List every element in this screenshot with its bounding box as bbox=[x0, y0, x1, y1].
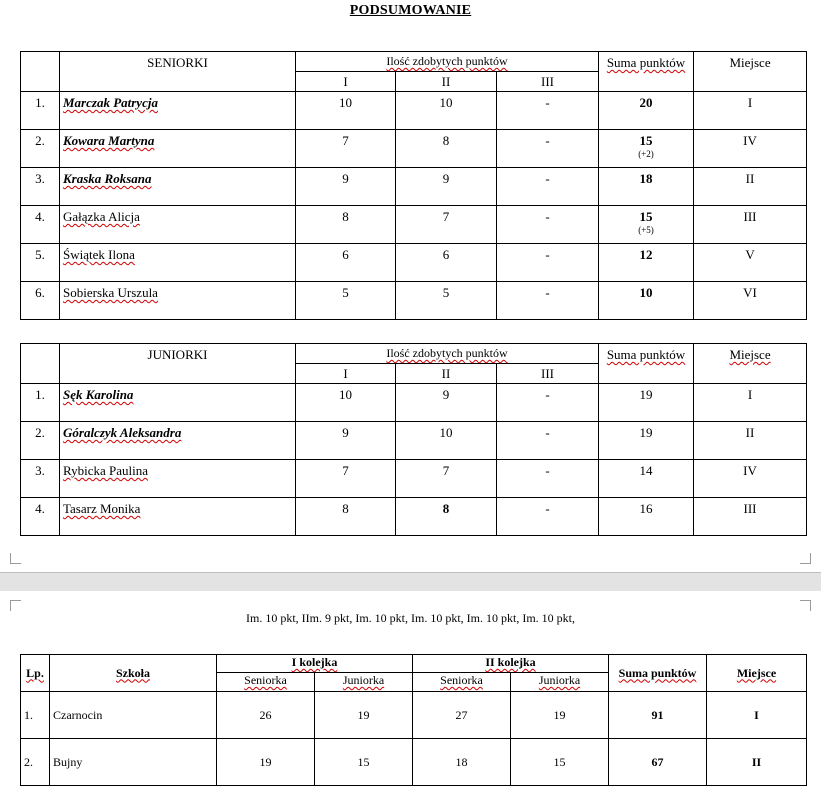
round-2-points: 8 bbox=[396, 130, 497, 168]
row-number: 1. bbox=[21, 92, 60, 130]
competitor-name: Góralczyk Aleksandra bbox=[60, 422, 296, 460]
document-title: PODSUMOWANIE bbox=[349, 3, 472, 18]
round-3-points: - bbox=[497, 244, 599, 282]
competitor-name: Rybicka Paulina bbox=[60, 460, 296, 498]
round-3-points: - bbox=[497, 498, 599, 536]
points-sum: 16 bbox=[599, 498, 694, 536]
round-3-header: III bbox=[497, 364, 599, 384]
competitor-name: Kowara Martyna bbox=[60, 130, 296, 168]
schools-table bbox=[20, 654, 807, 786]
school-name: Czarnocin bbox=[50, 692, 217, 739]
round-3-points: - bbox=[497, 282, 599, 320]
page-corner-mark bbox=[10, 553, 21, 564]
round-2-header: II bbox=[396, 364, 497, 384]
competitor-name: Sęk Karolina bbox=[60, 384, 296, 422]
round-1-points: 10 bbox=[296, 384, 396, 422]
round-3-points: - bbox=[497, 92, 599, 130]
seniorki-table bbox=[20, 51, 807, 320]
lp-header-cell bbox=[21, 344, 60, 384]
place: I bbox=[694, 384, 807, 422]
school-header: Szkoła bbox=[50, 655, 217, 692]
round-2-junior-header: Juniorka bbox=[511, 673, 609, 692]
lp-header: Lp. bbox=[21, 655, 50, 692]
place: V bbox=[694, 244, 807, 282]
table-row bbox=[21, 282, 807, 320]
place: II bbox=[694, 422, 807, 460]
juniorki-header: JUNIORKI bbox=[60, 344, 296, 384]
round-1-header: I bbox=[296, 72, 396, 92]
round-3-points: - bbox=[497, 130, 599, 168]
place: IV bbox=[694, 130, 807, 168]
tiebreak-note: (+2) bbox=[638, 149, 654, 159]
round-1-points: 5 bbox=[296, 282, 396, 320]
competitor-name: Marczak Patrycja bbox=[60, 92, 296, 130]
round-2-senior-points: 27 bbox=[413, 692, 511, 739]
table-row bbox=[21, 206, 807, 244]
competitor-name: Kraska Roksana bbox=[60, 168, 296, 206]
round-1-group-header: I kolejka bbox=[217, 655, 413, 673]
row-number: 2. bbox=[21, 739, 50, 786]
round-2-junior-points: 19 bbox=[511, 692, 609, 739]
points-sum: 20 bbox=[599, 92, 694, 130]
round-2-junior-points: 15 bbox=[511, 739, 609, 786]
place: II bbox=[694, 168, 807, 206]
tiebreak-note: (+5) bbox=[638, 225, 654, 235]
table-row bbox=[21, 384, 807, 422]
points-sum: 15 (+2) bbox=[599, 130, 694, 168]
points-sum: 67 bbox=[609, 739, 707, 786]
round-2-points: 7 bbox=[396, 206, 497, 244]
place-header: Miejsce bbox=[694, 52, 807, 92]
round-2-header: II bbox=[396, 72, 497, 92]
round-2-points: 9 bbox=[396, 384, 497, 422]
round-1-header: I bbox=[296, 364, 396, 384]
round-1-senior-points: 19 bbox=[217, 739, 315, 786]
points-sum: 14 bbox=[599, 460, 694, 498]
points-legend: Im. 10 pkt, IIm. 9 pkt, Im. 10 pkt, Im. 10 pkt, Im. 10 pkt, Im. 10 pkt, bbox=[246, 611, 575, 625]
place-header: Miejsce bbox=[707, 655, 807, 692]
juniorki-table bbox=[20, 343, 807, 536]
round-2-points: 10 bbox=[396, 422, 497, 460]
round-1-points: 7 bbox=[296, 130, 396, 168]
row-number: 4. bbox=[21, 206, 60, 244]
table-row bbox=[21, 422, 807, 460]
table-row bbox=[21, 130, 807, 168]
row-number: 4. bbox=[21, 498, 60, 536]
page-corner-mark bbox=[10, 600, 21, 611]
place: VI bbox=[694, 282, 807, 320]
points-sum: 19 bbox=[599, 422, 694, 460]
page-corner-mark bbox=[800, 600, 811, 611]
lp-header-cell bbox=[21, 52, 60, 92]
round-2-points: 6 bbox=[396, 244, 497, 282]
round-3-points: - bbox=[497, 460, 599, 498]
round-2-group-header: II kolejka bbox=[413, 655, 609, 673]
points-sum: 15 (+5) bbox=[599, 206, 694, 244]
table-row bbox=[21, 739, 807, 786]
round-1-points: 6 bbox=[296, 244, 396, 282]
round-2-points: 10 bbox=[396, 92, 497, 130]
round-2-points: 9 bbox=[396, 168, 497, 206]
sum-header: Suma punktów bbox=[609, 655, 707, 692]
round-2-points: 5 bbox=[396, 282, 497, 320]
table-row bbox=[21, 92, 807, 130]
round-1-junior-header: Juniorka bbox=[315, 673, 413, 692]
round-3-points: - bbox=[497, 168, 599, 206]
points-sum: 18 bbox=[599, 168, 694, 206]
points-sum: 12 bbox=[599, 244, 694, 282]
round-2-points: 8 bbox=[396, 498, 497, 536]
place: I bbox=[707, 692, 807, 739]
row-number: 1. bbox=[21, 384, 60, 422]
place: II bbox=[707, 739, 807, 786]
round-2-senior-header: Seniorka bbox=[413, 673, 511, 692]
round-1-points: 8 bbox=[296, 206, 396, 244]
row-number: 5. bbox=[21, 244, 60, 282]
sum-header: Suma punktów bbox=[599, 344, 694, 384]
row-number: 2. bbox=[21, 422, 60, 460]
round-1-junior-points: 19 bbox=[315, 692, 413, 739]
round-3-points: - bbox=[497, 422, 599, 460]
table-row bbox=[21, 692, 807, 739]
round-1-points: 9 bbox=[296, 168, 396, 206]
round-1-points: 9 bbox=[296, 422, 396, 460]
competitor-name: Świątek Ilona bbox=[60, 244, 296, 282]
round-3-header: III bbox=[497, 72, 599, 92]
competitor-name: Gałązka Alicja bbox=[60, 206, 296, 244]
round-2-senior-points: 18 bbox=[413, 739, 511, 786]
round-1-senior-points: 26 bbox=[217, 692, 315, 739]
round-1-senior-header: Seniorka bbox=[217, 673, 315, 692]
place: III bbox=[694, 206, 807, 244]
table-row bbox=[21, 498, 807, 536]
place: I bbox=[694, 92, 807, 130]
row-number: 3. bbox=[21, 460, 60, 498]
place: IV bbox=[694, 460, 807, 498]
round-1-points: 8 bbox=[296, 498, 396, 536]
school-name: Bujny bbox=[50, 739, 217, 786]
seniorki-header: SENIORKI bbox=[60, 52, 296, 92]
table-row bbox=[21, 460, 807, 498]
row-number: 6. bbox=[21, 282, 60, 320]
place-header: Miejsce bbox=[694, 344, 807, 384]
competitor-name: Tasarz Monika bbox=[60, 498, 296, 536]
table-row bbox=[21, 168, 807, 206]
round-2-points: 7 bbox=[396, 460, 497, 498]
row-number: 3. bbox=[21, 168, 60, 206]
page-corner-mark bbox=[800, 553, 811, 564]
competitor-name: Sobierska Urszula bbox=[60, 282, 296, 320]
points-header: Ilość zdobytych punktów bbox=[296, 52, 599, 72]
round-1-junior-points: 15 bbox=[315, 739, 413, 786]
round-3-points: - bbox=[497, 206, 599, 244]
points-sum: 19 bbox=[599, 384, 694, 422]
round-1-points: 10 bbox=[296, 92, 396, 130]
row-number: 2. bbox=[21, 130, 60, 168]
sum-header: Suma punktów bbox=[599, 52, 694, 92]
points-header: Ilość zdobytych punktów bbox=[296, 344, 599, 364]
points-sum: 91 bbox=[609, 692, 707, 739]
table-row bbox=[21, 244, 807, 282]
round-1-points: 7 bbox=[296, 460, 396, 498]
round-3-points: - bbox=[497, 384, 599, 422]
page-separator bbox=[0, 572, 821, 592]
place: III bbox=[694, 498, 807, 536]
points-sum: 10 bbox=[599, 282, 694, 320]
row-number: 1. bbox=[21, 692, 50, 739]
